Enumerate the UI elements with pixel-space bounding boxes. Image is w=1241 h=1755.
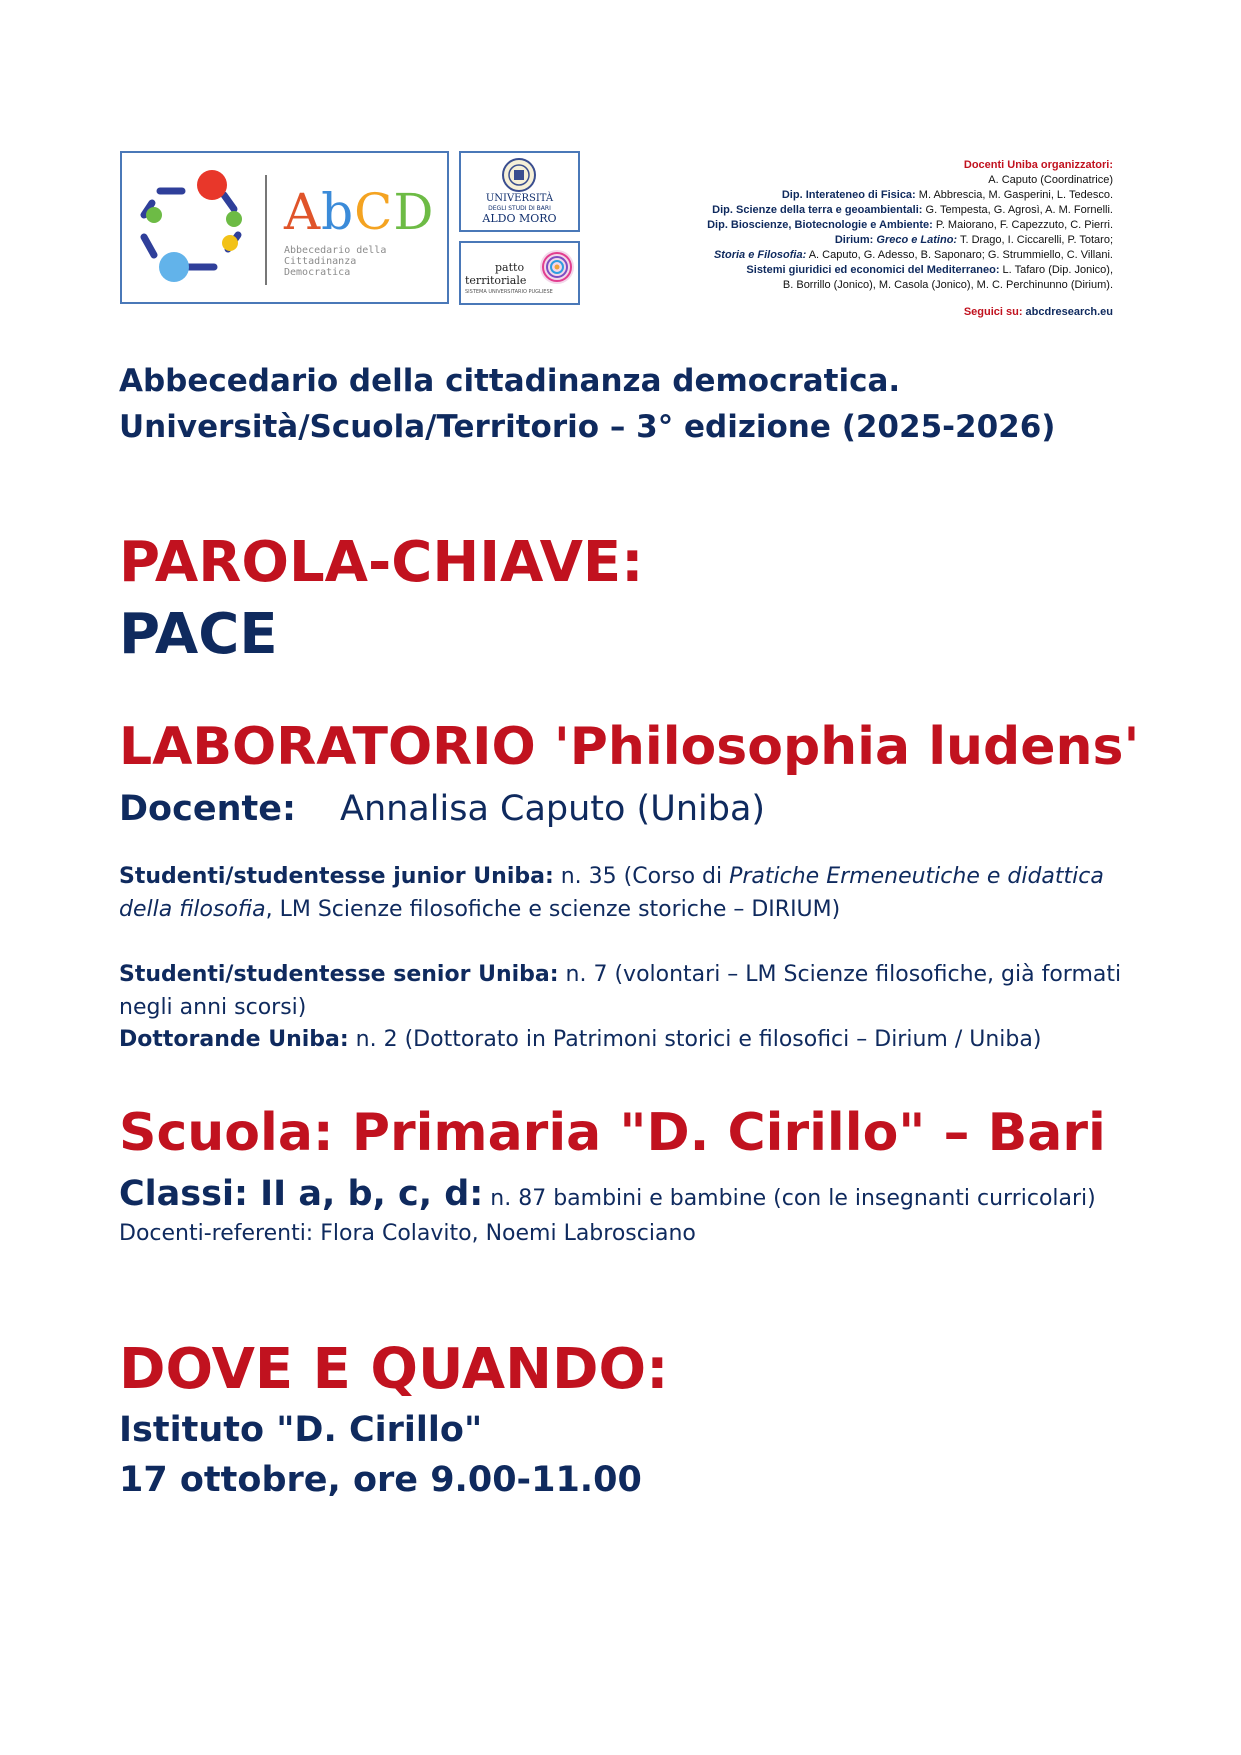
senior-students-row (119, 958, 1127, 1024)
patto-line2: territoriale (465, 274, 527, 287)
organizer-line: Dip. Interateneo di Fisica: M. Abbrescia, M. Gasperini, L. Tedesco. (781, 189, 1113, 201)
organizers-header: Docenti Uniba organizzatori: (963, 159, 1113, 171)
organizer-line: Dip. Bioscienze, Biotecnologie e Ambiente: P. Maiorano, F. Capezzuto, C. Pierri. (707, 219, 1113, 231)
abcd-sub-line: Democratica (284, 267, 351, 278)
event-date-time: 17 ottobre, ore 9.00-11.00 (119, 1460, 642, 1500)
abcd-divider (265, 175, 267, 285)
junior-course: Pratiche Ermeneutiche e didattica della filosofia (119, 864, 1104, 922)
uniba-seal-icon (501, 157, 537, 193)
organizer-line: B. Borrillo (Jonico), M. Casola (Jonico), M. C. Perchinunno (Dirium). (782, 279, 1113, 291)
junior-label: Studenti/studentesse junior Uniba: (119, 864, 554, 889)
dottorande-label: Dottorande Uniba: (119, 1027, 349, 1052)
classi-label: Classi: II a, b, c, d: (119, 1174, 484, 1214)
istituto-name: Istituto "D. Cirillo" (119, 1410, 483, 1450)
laboratorio-title: LABORATORIO 'Philosophia ludens' (119, 717, 1140, 777)
classi-text: n. 87 bambini e bambine (con le insegnanti curricolari) (483, 1186, 1096, 1211)
docente-label: Docente: (119, 789, 296, 829)
abcd-letter-d: D (393, 183, 435, 241)
dottorande-row (119, 1023, 1127, 1056)
title-line1: Abbecedario della cittadinanza democratica. (119, 363, 901, 399)
abcd-letter-c: C (354, 183, 394, 241)
page-title (119, 358, 1055, 450)
organizer-line: Dip. Scienze della terra e geoambientali: G. Tempesta, G. Agrosì, A. M. Fornelli. (712, 204, 1113, 216)
abcd-subtitle (284, 245, 386, 278)
organizer-line: Storia e Filosofia: A. Caputo, G. Adesso, B. Saponaro; G. Strummiello, C. Villani. (713, 249, 1113, 261)
senior-label: Studenti/studentesse senior Uniba: (119, 962, 559, 987)
junior-suffix: , LM Scienze filosofiche e scienze storiche – DIRIUM) (265, 897, 841, 922)
organizers-coordinator: A. Caputo (Coordinatrice) (988, 174, 1113, 186)
keyword-label: PAROLA-CHIAVE: (119, 530, 644, 595)
patto-line1: patto (495, 261, 525, 274)
abcd-letter-a: A (284, 183, 322, 241)
keyword-value: PACE (119, 602, 278, 667)
abcd-wordmark (284, 183, 434, 241)
organizer-line: Dirium: Greco e Latino: T. Drago, I. Ciccarelli, P. Totaro; (834, 234, 1113, 246)
patto-line3: SISTEMA UNIVERSITARIO PUGLIESE (465, 289, 553, 295)
referenti-row: Docenti-referenti: Flora Colavito, Noemi Labrosciano (119, 1221, 696, 1246)
organizer-line: Sistemi giuridici ed economici del Mediterraneo: L. Tafaro (Dip. Jonico), (746, 264, 1113, 276)
follow-us: Seguici su: abcdresearch.eu (963, 306, 1113, 318)
website-link[interactable]: abcdresearch.eu (1022, 306, 1113, 318)
junior-students-row (119, 860, 1127, 926)
scuola-title: Scuola: Primaria "D. Cirillo" – Bari (119, 1103, 1106, 1163)
abcd-letter-b: b (321, 183, 355, 241)
uniba-line1: UNIVERSITÀ (485, 193, 554, 204)
junior-prefix: n. 35 (Corso di (553, 864, 730, 889)
title-line2: Università/Scuola/Territorio – 3° edizione (2025-2026) (119, 409, 1056, 445)
abcd-sub-line: Cittadinanza (284, 256, 357, 267)
dottorande-text: n. 2 (Dottorato in Patrimoni storici e filosofici – Dirium / Uniba) (348, 1027, 1042, 1052)
docente-value: Annalisa Caputo (Uniba) (340, 789, 766, 829)
uniba-line3: ALDO MORO (482, 212, 557, 225)
abcd-hexagon-icon (130, 163, 260, 293)
abcd-sub-line: Abbecedario della (284, 245, 387, 256)
senior-text: n. 7 (volontari – LM Scienze filosofiche, già formati negli anni scorsi) (119, 962, 1122, 1020)
organizers-block (553, 158, 1113, 320)
dove-quando-title: DOVE E QUANDO: (119, 1337, 669, 1402)
abcd-logo (120, 151, 449, 304)
uniba-line2: DEGLI STUDI DI BARI (488, 205, 551, 212)
classi-row (119, 1174, 1096, 1219)
